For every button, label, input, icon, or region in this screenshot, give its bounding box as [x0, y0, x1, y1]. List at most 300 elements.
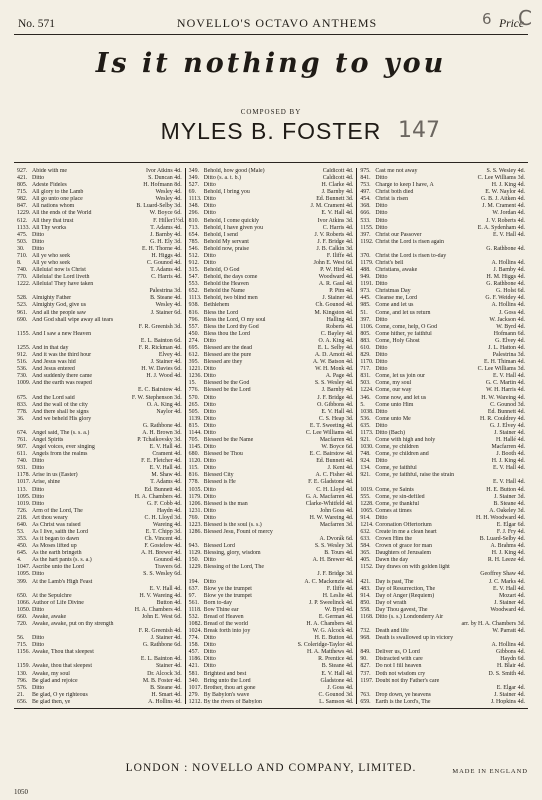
entry-price: 3d. [517, 366, 526, 373]
entry-title: Blow ye the trumpet [203, 585, 252, 592]
entry-number: 1173. [360, 429, 374, 436]
entry-price: 4d. [517, 260, 526, 267]
catalogue-entry [360, 338, 525, 345]
catalogue-entry [360, 515, 525, 522]
catalogue-entry [17, 522, 182, 529]
entry-composer: F. Gostelow [144, 543, 173, 550]
entry-composer: W. Boyce [149, 210, 173, 217]
catalogue-entry [17, 253, 182, 260]
entry-number: 640. [17, 521, 28, 528]
entry-composer: E. H. Thiman [484, 359, 517, 366]
entry-price: 4d. [174, 550, 182, 557]
catalogue-entry [189, 656, 354, 663]
catalogue-entry [189, 635, 354, 642]
entry-number: 421. [188, 663, 199, 670]
entry-price: 4d. [345, 670, 354, 677]
catalogue-entry [360, 402, 525, 409]
entry-price: 3d. [345, 245, 354, 252]
entry-composer: M. Kingston [314, 309, 345, 316]
entry-title: Behold now, praise [203, 245, 249, 252]
entry-title [375, 571, 477, 578]
catalogue-entry [189, 444, 354, 451]
entry-composer: Palestrina [149, 288, 173, 295]
entry-price: 4d. [517, 628, 526, 635]
entry-composer: Halling [326, 316, 345, 323]
entry-number: 1065. [360, 507, 374, 514]
entry-number: 1286. [188, 528, 202, 535]
entry-number: 982. [17, 196, 28, 203]
entry-title: Ditto [203, 649, 216, 656]
catalogue-entry [360, 536, 525, 543]
catalogue-entry [189, 246, 354, 253]
entry-title: All ye who seek [32, 260, 71, 267]
entry-number: 1206. [188, 500, 202, 507]
entry-number: 770. [17, 274, 28, 281]
entry-title: Create in me a clean heart [375, 528, 437, 535]
entry-composer: Hofmann [493, 330, 517, 337]
entry-price: 4d. [345, 288, 354, 295]
entry-title: Come unto Him [375, 401, 414, 408]
header-rule [14, 34, 528, 35]
entry-composer: T. Adams [150, 267, 173, 274]
entry-number: 1178. [17, 472, 31, 479]
entry-number: 397. [360, 231, 371, 238]
entry-price: 3d. [517, 352, 526, 359]
entry-title: Bow Thine ear [203, 606, 239, 613]
entry-price: 4d. [517, 210, 526, 217]
entry-title: Ditto [32, 486, 45, 493]
entry-title: All they that trust [32, 217, 74, 224]
catalogue-entry [189, 168, 354, 175]
entry-composer: E. W. Naylor [485, 189, 517, 196]
entry-number: 1221. [188, 366, 202, 373]
entry-composer: Travers [154, 564, 173, 571]
entry-title: Come unto Me [375, 415, 411, 422]
entry-price: 4d. [345, 330, 354, 337]
catalogue-entry [189, 508, 354, 515]
catalogue-entry [360, 345, 525, 352]
entry-composer: E. C. Bairstow [309, 451, 345, 458]
entry-title [32, 324, 136, 331]
entry-price: 4d. [517, 189, 526, 196]
entry-title: Drop down, ye heavens [375, 691, 431, 698]
entry-composer: G. Rathbone [486, 281, 517, 288]
entry-composer: F. E. Fletcher [141, 458, 173, 465]
catalogue-entry [17, 628, 182, 635]
entry-number: 570. [188, 394, 199, 401]
entry-price: 4d. [517, 217, 526, 224]
entry-title: Ascribe unto the Lord [32, 564, 84, 571]
entry-title: Ditto [32, 642, 45, 649]
catalogue-entry [17, 210, 182, 217]
entry-composer: E. Elgar [496, 684, 517, 691]
entry-composer: A. Dvorák [319, 536, 345, 543]
entry-price: 4d. [517, 649, 526, 656]
catalogue-entry [189, 409, 354, 416]
catalogue-entry [360, 437, 525, 444]
entry-composer: J. Goss [327, 684, 345, 691]
entry-title: Ditto [203, 203, 216, 210]
entry-number: 1113. [188, 295, 202, 302]
entry-title [32, 423, 140, 430]
entry-price: 4d. [345, 507, 354, 514]
catalogue-entry [189, 465, 354, 472]
entry-composer: Button [156, 599, 173, 606]
entry-composer: O. A. King [318, 337, 345, 344]
catalogue-entry [360, 253, 525, 260]
entry-title: Behold, the days come [203, 274, 258, 281]
entry-number: 730. [17, 373, 28, 380]
entry-number: 1095. [17, 571, 31, 578]
entry-price: 4d. [517, 323, 526, 330]
catalogue-entry [189, 366, 354, 373]
catalogue-columns [14, 168, 528, 704]
entry-composer: arr. by H. A. Chambers [461, 621, 517, 627]
catalogue-number: No. 571 [18, 18, 56, 30]
entry-price: 4d. [345, 465, 354, 472]
entry-title: Come, ye faithful, raise the strain [375, 472, 455, 479]
entry-composer: E. V. Hall [149, 585, 173, 592]
entry-title: By the rivers of Babylon [203, 698, 262, 704]
entry-composer: J. Stainer [494, 493, 517, 500]
entry-price: 4d. [345, 656, 354, 663]
entry-title [32, 288, 146, 295]
entry-number: 1030. [360, 444, 374, 451]
catalogue-entry [189, 260, 354, 267]
catalogue-entry [360, 444, 525, 451]
entry-number: 397. [360, 316, 371, 323]
entry-title: Come hither, ye faithful [375, 330, 432, 337]
entry-composer: Wesley [155, 196, 173, 203]
entry-number [17, 387, 32, 394]
entry-composer: Ivor Atkins [146, 168, 173, 174]
anthem-title [30, 48, 512, 79]
entry-composer: Woodward [318, 274, 345, 281]
catalogue-entry [17, 267, 182, 274]
catalogue-entry [189, 387, 354, 394]
entry-title [32, 628, 136, 635]
entry-price: 4d. [174, 521, 182, 528]
entry-title: And the earth was reaped [32, 380, 92, 387]
entry-title: Come, our way [375, 387, 412, 394]
entry-number: 833. [17, 401, 28, 408]
entry-number: 774. [188, 635, 199, 642]
entry-composer: Palestrina [492, 352, 517, 359]
catalogue-entry [360, 352, 525, 359]
catalogue-entry [360, 380, 525, 387]
entry-price: 3d. [517, 621, 526, 627]
entry-title: Blessed are the pure [203, 352, 252, 359]
entry-price: 3d. [174, 288, 182, 295]
entry-price: 4d. [345, 394, 354, 401]
entry-number: 15. [188, 380, 197, 387]
entry-price: 4d. [517, 663, 526, 670]
catalogue-entry [17, 458, 182, 465]
entry-number: 921. [360, 436, 371, 443]
catalogue-entry [189, 430, 354, 437]
entry-price: 4d. [174, 606, 182, 613]
entry-price: 4d. [345, 422, 354, 429]
catalogue-entry [189, 607, 354, 614]
entry-title [375, 246, 483, 253]
entry-price: 4d. [517, 557, 526, 564]
entry-price: 4d. [174, 175, 182, 182]
entry-composer: H. W. Davies [141, 366, 173, 373]
catalogue-entry [189, 196, 354, 203]
entry-number: 395. [188, 359, 199, 366]
entry-number: 115. [188, 465, 199, 472]
entry-title: Angels from the realms [32, 451, 88, 458]
catalogue-entry [189, 458, 354, 465]
entry-composer: L. Samson [319, 698, 345, 704]
entry-price: 4d. [345, 274, 354, 281]
entry-title: Do not I fill heaven [375, 663, 422, 670]
entry-number: 421. [360, 578, 371, 585]
entry-number [360, 571, 375, 578]
catalogue-entry [17, 529, 182, 536]
entry-price: 4d. [345, 451, 354, 458]
entry-composer: A. C. Mackenzie [304, 578, 345, 585]
entry-price: 4d. [174, 684, 182, 691]
entry-price: 3d. [345, 415, 354, 422]
entry-number: 785. [188, 238, 199, 245]
entry-price: 4d. [174, 698, 182, 704]
catalogue-entry [17, 338, 182, 345]
entry-price: 3d. [174, 238, 182, 245]
entry-title: Comes at times [375, 507, 412, 514]
entry-number: 445. [360, 295, 371, 302]
catalogue-entry [360, 218, 525, 225]
catalogue-entry [360, 175, 525, 182]
entry-composer: F. Hiller [153, 217, 173, 224]
entry-number: 1229. [17, 210, 31, 217]
entry-composer: Dr. Alcock [147, 670, 173, 677]
entry-number: 1229. [188, 564, 202, 571]
entry-title: Be glad and rejoice [32, 677, 78, 684]
entry-price: 4d. [174, 663, 182, 670]
entry-number: 113. [17, 486, 28, 493]
catalogue-entry [360, 678, 525, 685]
catalogue-entry [17, 571, 182, 578]
entry-title: Day draws on with golden light [375, 564, 450, 571]
entry-price: 4d. [517, 670, 526, 677]
entry-title: Ditto (s. s.) Londonderry Air [375, 613, 444, 620]
entry-price: 4d. [174, 635, 182, 642]
entry-composer: H. E. Button [486, 486, 517, 493]
entry-composer: F. Iliffe [326, 252, 345, 259]
entry-number: 1017. [17, 479, 31, 486]
entry-price: 4d. [174, 472, 182, 479]
entry-title: Author of Life Divine [32, 599, 84, 606]
catalogue-entry [17, 692, 182, 699]
catalogue-entry [17, 501, 182, 508]
catalogue-entry [360, 635, 525, 642]
entry-price [173, 649, 182, 656]
entry-price: 3d. [174, 528, 182, 535]
entry-number: 612. [17, 217, 28, 224]
entry-composer: H. Blair [497, 663, 517, 670]
entry-price: 4d. [174, 599, 182, 606]
entry-price: 4d. [345, 592, 354, 599]
catalogue-column-2 [186, 168, 358, 704]
entry-composer: Ch. Gounod [315, 302, 345, 309]
entry-composer: C. Gounod [490, 401, 517, 408]
catalogue-entry [189, 564, 354, 571]
entry-composer: J. B. Calkin [316, 245, 345, 252]
entry-title: Be glad then, ye [32, 698, 71, 704]
entry-title: Ditto [203, 196, 216, 203]
entry-composer: G. B. J. Aitken [480, 196, 517, 203]
entry-title: Ditto [203, 486, 216, 493]
catalogue-column-3 [357, 168, 528, 704]
entry-price: 3d. [174, 436, 182, 443]
entry-title: As the hart pants (s. s. a.) [32, 557, 92, 564]
entry-composer: G. Elvey [495, 337, 517, 344]
entry-price: 4d. [345, 635, 354, 642]
entry-title: Crown Him the [375, 536, 412, 543]
entry-number: 1113. [188, 196, 202, 203]
entry-title: Ditto [375, 422, 388, 429]
entry-composer: J. Stainer [494, 429, 517, 436]
entry-number: 715. [17, 189, 28, 196]
entry-title: Come now, and let us [375, 394, 427, 401]
entry-price: 4d. [345, 302, 354, 309]
entry-title [375, 685, 493, 692]
entry-price: 3d. [517, 175, 526, 182]
entry-price: 4d. [345, 408, 354, 415]
entry-title: Behold, two blind men [203, 295, 258, 302]
entry-number: 536. [17, 366, 28, 373]
entry-number: 51. [360, 309, 368, 316]
entry-number: 778. [188, 479, 199, 486]
catalogue-entry [189, 692, 354, 699]
entry-composer: Ch. Vincent [144, 536, 173, 543]
entry-composer: E. V. Hall [492, 231, 517, 238]
entry-price [516, 253, 525, 260]
entry-title: Angel Spirits [32, 436, 64, 443]
entry-number: 1019. [360, 486, 374, 493]
catalogue-entry [189, 210, 354, 217]
entry-number: 1066. [17, 599, 31, 606]
entry-number: 488. [360, 267, 371, 274]
entry-number: 675. [17, 394, 28, 401]
entry-number: 528. [17, 295, 28, 302]
entry-composer: W. G. Alcock [312, 628, 345, 635]
entry-title: Ditto (Bach) [375, 429, 405, 436]
entry-price: 4d. [345, 585, 354, 592]
entry-composer: M. Shaw [151, 472, 173, 479]
entry-price: 4d. [345, 486, 354, 493]
entry-price: 4d. [345, 175, 354, 182]
entry-number: 1159. [17, 663, 31, 670]
entry-price [173, 380, 182, 387]
entry-title: Awake, Thou that sleepest [32, 649, 94, 656]
entry-price: 4d. [517, 168, 526, 174]
entry-title: Bring unto the Lord [203, 677, 251, 684]
entry-composer: H. J. King [491, 458, 517, 465]
entry-number: 732. [360, 628, 371, 635]
catalogue-entry [189, 182, 354, 189]
entry-price: 4d. [345, 267, 354, 274]
entry-composer: O. A. King [146, 401, 173, 408]
entry-title: Behold, how good (Male) [203, 168, 265, 174]
entry-composer: E. V. Hall [492, 479, 517, 486]
catalogue-entry [17, 579, 182, 586]
entry-composer: H. V. Wareing [139, 592, 173, 599]
entry-number: 831. [360, 373, 371, 380]
entry-number: 924. [360, 458, 371, 465]
entry-title: Day is past, The [375, 578, 414, 585]
entry-composer: P. Tchaikovsky [137, 436, 173, 443]
entry-number: 1255. [17, 344, 31, 351]
entry-title: Blessing of the Lord, The [203, 564, 264, 571]
entry-number: 1186. [188, 656, 202, 663]
entry-composer: John Goss [319, 507, 345, 514]
entry-composer: H. M. Higgs [486, 274, 517, 281]
entry-composer: T. Adams [150, 479, 173, 486]
entry-composer: H. Clarke [321, 182, 345, 189]
entry-price: 4d. [345, 224, 354, 231]
handwritten-title-mark: 147 [398, 118, 440, 143]
entry-number: 769. [188, 514, 199, 521]
entry-title: Bread of Heaven [203, 613, 244, 620]
entry-number: 610. [360, 344, 371, 351]
entry-title: All go unto one place [32, 196, 83, 203]
entry-price: 4d. [517, 344, 526, 351]
entry-number: 740. [17, 458, 28, 465]
entry-title: And I saw a new Heaven [32, 330, 92, 337]
publisher-footer: LONDON : NOVELLO AND COMPANY, LIMITED. [125, 762, 417, 774]
entry-number: 21. [17, 691, 25, 698]
catalogue-entry [360, 649, 525, 656]
entry-composer: Macfarren [491, 444, 517, 451]
catalogue-entry [360, 571, 525, 578]
entry-price: 4d. [345, 458, 354, 465]
entry-title: Come, ye children [375, 444, 419, 451]
entry-title: All Thy works [32, 224, 67, 231]
entry-composer: P. Pim [329, 288, 345, 295]
catalogue-entry [17, 437, 182, 444]
entry-title: Bless thou the Lord [203, 330, 250, 337]
entry-composer: H. A. Chambers [306, 621, 345, 627]
entry-composer: E. T. Chipp [145, 528, 173, 535]
entry-number: 652. [188, 288, 199, 295]
entry-price: 4d. [345, 472, 354, 479]
entry-title: Ditto [375, 274, 388, 281]
entry-composer: W. Byrd [324, 606, 345, 613]
catalogue-entry [360, 487, 525, 494]
entry-composer: H. A. Chambers [134, 606, 173, 613]
entry-title [204, 536, 317, 543]
catalogue-entry [189, 203, 354, 210]
entry-number: 645. [17, 550, 28, 557]
catalogue-entry [189, 557, 354, 564]
entry-title: Ditto [203, 394, 216, 401]
catalogue-entry [360, 642, 525, 649]
catalogue-entry [189, 579, 354, 586]
entry-composer: E. H. Thorne [142, 245, 173, 252]
entry-price: 4d. [517, 451, 526, 458]
catalogue-entry [17, 465, 182, 472]
entry-number: 53. [17, 528, 25, 535]
entry-price: 4d. [174, 656, 182, 663]
catalogue-entry [17, 423, 182, 430]
entry-title: Come, come, help, O God [375, 323, 438, 330]
entry-number: 985. [360, 302, 371, 309]
entry-composer: Macfarren [319, 436, 345, 443]
entry-title: Ditto [203, 252, 216, 259]
entry-composer: S. S. Wesley [314, 380, 345, 387]
